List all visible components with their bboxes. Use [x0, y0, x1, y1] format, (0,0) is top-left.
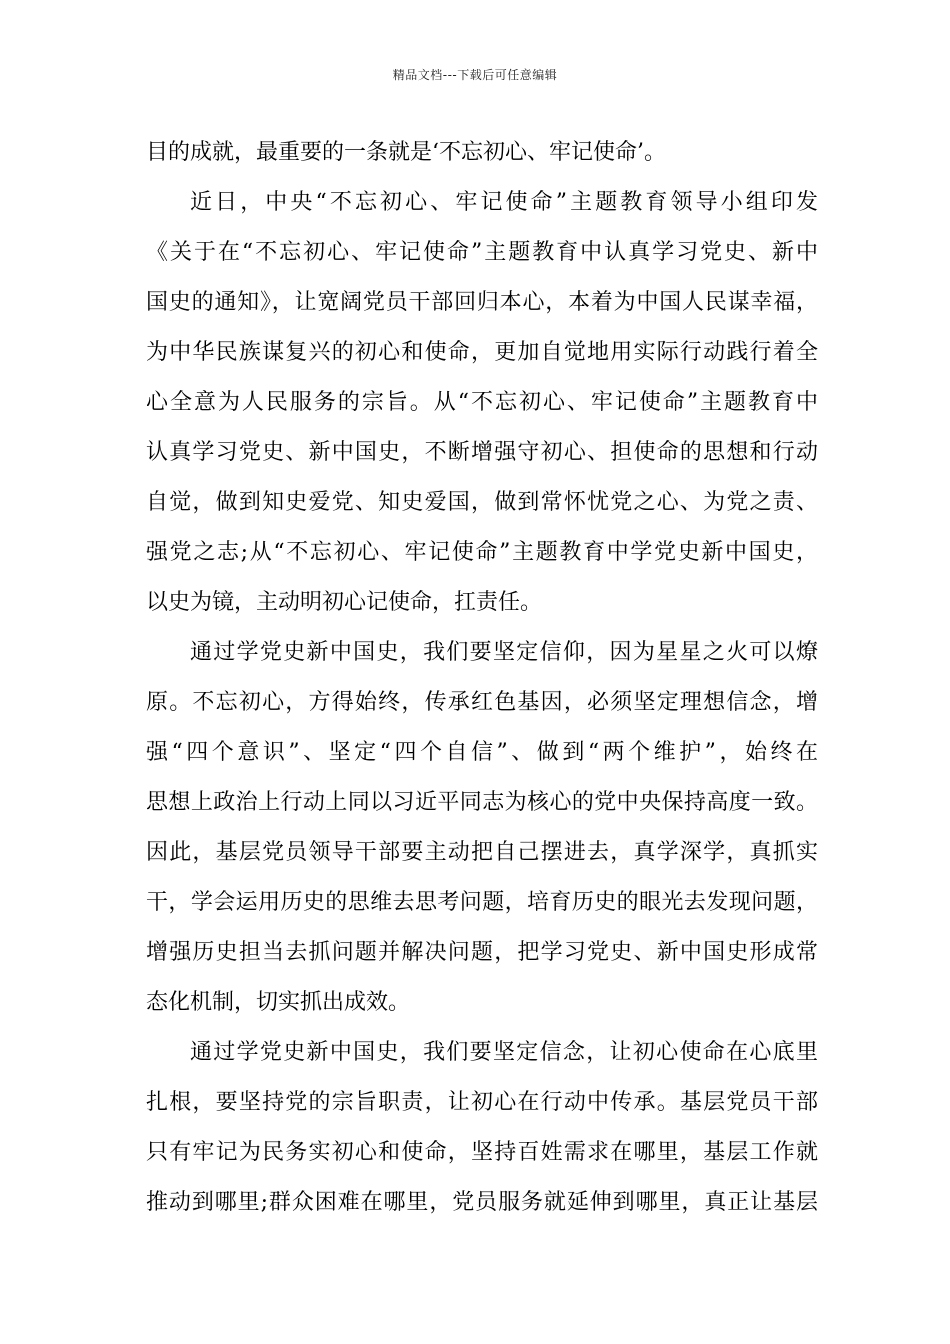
text-line: 态化机制，切实抓出成效。: [146, 990, 411, 1015]
paragraph-4: [146, 1028, 818, 1228]
text-line: 干，学会运用历史的思维去思考问题，培育历史的眼光去发现问题，: [146, 890, 818, 915]
text-line: 认真学习党史、新中国史，不断增强守初心、担使命的思想和行动: [146, 440, 818, 465]
text-line: 通过学党史新中国史，我们要坚定信仰，因为星星之火可以燎: [190, 640, 818, 665]
text-line: 国史的通知》，让宽阔党员干部回归本心，本着为中国人民谋幸福，: [146, 290, 818, 315]
paragraph-2: [146, 178, 818, 628]
document-body: [146, 128, 818, 1228]
text-line: 近日，中央“不忘初心、牢记使命”主题教育领导小组印发: [190, 190, 818, 215]
paragraph-1: [146, 128, 818, 178]
text-line: 通过学党史新中国史，我们要坚定信念，让初心使命在心底里: [190, 1040, 818, 1065]
text-line: 只有牢记为民务实初心和使命，坚持百姓需求在哪里，基层工作就: [146, 1140, 818, 1165]
text-line: 以史为镜，主动明初心记使命，扛责任。: [146, 590, 543, 615]
text-line: 强“四个意识”、坚定“四个自信”、做到“两个维护”，始终在: [146, 740, 818, 765]
paragraph-3: [146, 628, 818, 1028]
text-line: 扎根，要坚持党的宗旨职责，让初心在行动中传承。基层党员干部: [146, 1090, 818, 1115]
page-header: 精品文档---下载后可任意编辑: [392, 68, 558, 82]
text-line: 推动到哪里;群众困难在哪里，党员服务就延伸到哪里，真正让基层: [146, 1190, 818, 1215]
text-line: 《关于在“不忘初心、牢记使命”主题教育中认真学习党史、新中: [146, 240, 818, 265]
text-line: 因此，基层党员领导干部要主动把自己摆进去，真学深学，真抓实: [146, 840, 818, 865]
text-line: 自觉，做到知史爱党、知史爱国，做到常怀忧党之心、为党之责、: [146, 490, 818, 515]
text-line: 强党之志;从“不忘初心、牢记使命”主题教育中学党史新中国史，: [146, 540, 818, 565]
text-line: 增强历史担当去抓问题并解决问题，把学习党史、新中国史形成常: [146, 940, 818, 965]
text-line: 心全意为人民服务的宗旨。从“不忘初心、牢记使命”主题教育中: [146, 390, 818, 415]
text-line: 目的成就，最重要的一条就是‘不忘初心、牢记使命’。: [146, 140, 666, 165]
text-line: 为中华民族谋复兴的初心和使命，更加自觉地用实际行动践行着全: [146, 340, 818, 365]
text-line: 原。不忘初心，方得始终，传承红色基因，必须坚定理想信念，增: [146, 690, 818, 715]
text-line: 思想上政治上行动上同以习近平同志为核心的党中央保持高度一致。: [146, 790, 818, 815]
